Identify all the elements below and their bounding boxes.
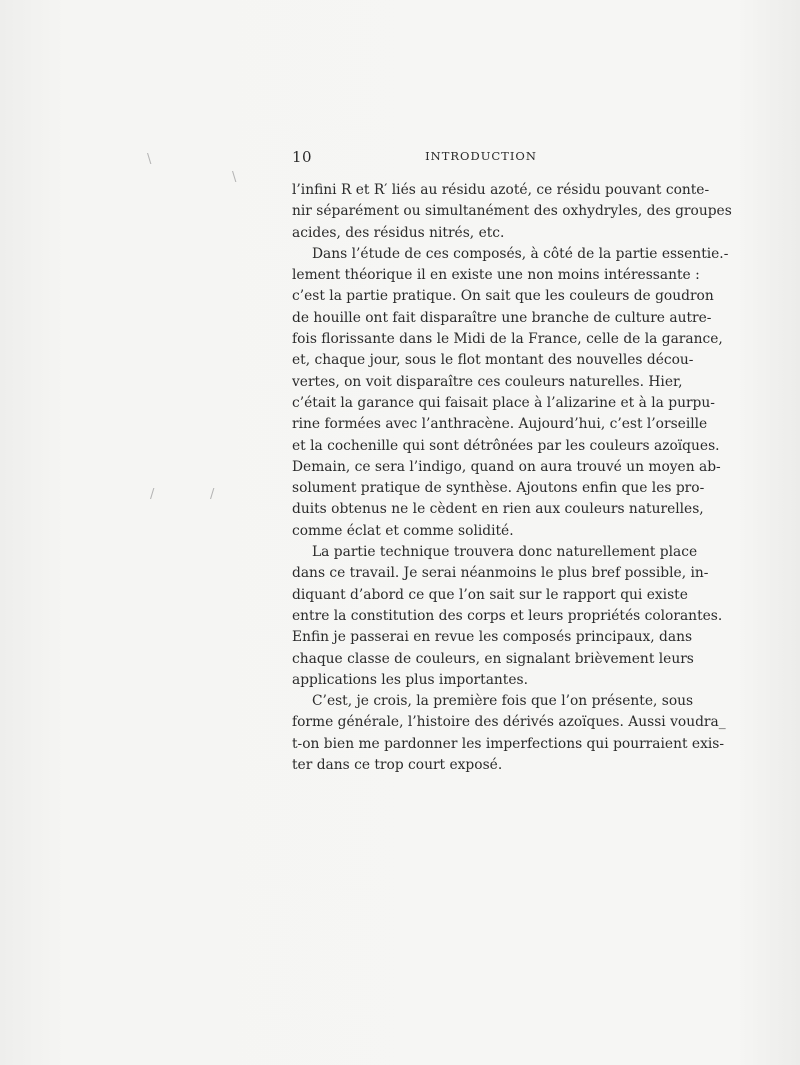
- text-line: ter dans ce trop court exposé.: [292, 757, 503, 774]
- page-number: 10: [292, 148, 313, 166]
- text-line: et la cochenille qui sont détrônées par les couleurs azoïques.: [292, 437, 720, 454]
- text-line: t-on bien me pardonner les imperfections qui pourraient exis-: [292, 735, 725, 752]
- text-line: solument pratique de synthèse. Ajoutons enfin que les pro-: [292, 480, 705, 497]
- margin-mark: /: [210, 487, 215, 502]
- running-head: INTRODUCTION: [425, 149, 537, 163]
- margin-mark: /: [150, 487, 155, 502]
- text-line: et, chaque jour, sous le flot montant des nouvelles décou-: [292, 352, 694, 369]
- page-header: [292, 148, 670, 170]
- body-text: [292, 180, 732, 776]
- margin-mark: \: [232, 170, 237, 185]
- text-line: chaque classe de couleurs, en signalant brièvement leurs: [292, 650, 694, 667]
- text-line: fois florissante dans le Midi de la France, celle de la garance,: [292, 331, 723, 348]
- text-line: duits obtenus ne le cèdent en rien aux couleurs naturelles,: [292, 501, 704, 518]
- text-line: diquant d’abord ce que l’on sait sur le rapport qui existe: [292, 586, 688, 603]
- text-line: applications les plus importantes.: [292, 671, 528, 688]
- text-line: dans ce travail. Je serai néanmoins le plus bref possible, in-: [292, 565, 709, 582]
- text-line: vertes, on voit disparaître ces couleurs naturelles. Hier,: [292, 373, 683, 390]
- text-line: Enfin je passerai en revue les composés principaux, dans: [292, 629, 693, 646]
- text-line: nir séparément ou simultanément des oxhydryles, des groupes: [292, 203, 732, 220]
- text-line: c’est la partie pratique. On sait que les couleurs de goudron: [292, 288, 714, 305]
- text-line: lement théorique il en existe une non moins intéressante :: [292, 267, 700, 284]
- margin-mark: \: [147, 152, 152, 167]
- text-line: c’était la garance qui faisait place à l’alizarine et à la purpu-: [292, 394, 715, 411]
- text-line: forme générale, l’histoire des dérivés azoïques. Aussi voudra_: [292, 714, 726, 731]
- text-line: Dans l’étude de ces composés, à côté de la partie essentie.-: [312, 245, 729, 262]
- text-line: acides, des résidus nitrés, etc.: [292, 224, 505, 241]
- text-line: La partie technique trouvera donc naturellement place: [312, 544, 698, 561]
- text-line: de houille ont fait disparaître une branche de culture autre-: [292, 309, 712, 326]
- text-line: l’infini R et R′ liés au résidu azoté, ce résidu pouvant conte-: [292, 182, 710, 198]
- text-line: C’est, je crois, la première fois que l’on présente, sous: [312, 693, 694, 710]
- text-line: rine formées avec l’anthracène. Aujourd’hui, c’est l’orseille: [292, 416, 708, 433]
- text-line: entre la constitution des corps et leurs propriétés colorantes.: [292, 607, 723, 624]
- text-line: Demain, ce sera l’indigo, quand on aura trouvé un moyen ab-: [292, 458, 721, 475]
- text-line: comme éclat et comme solidité.: [292, 522, 514, 539]
